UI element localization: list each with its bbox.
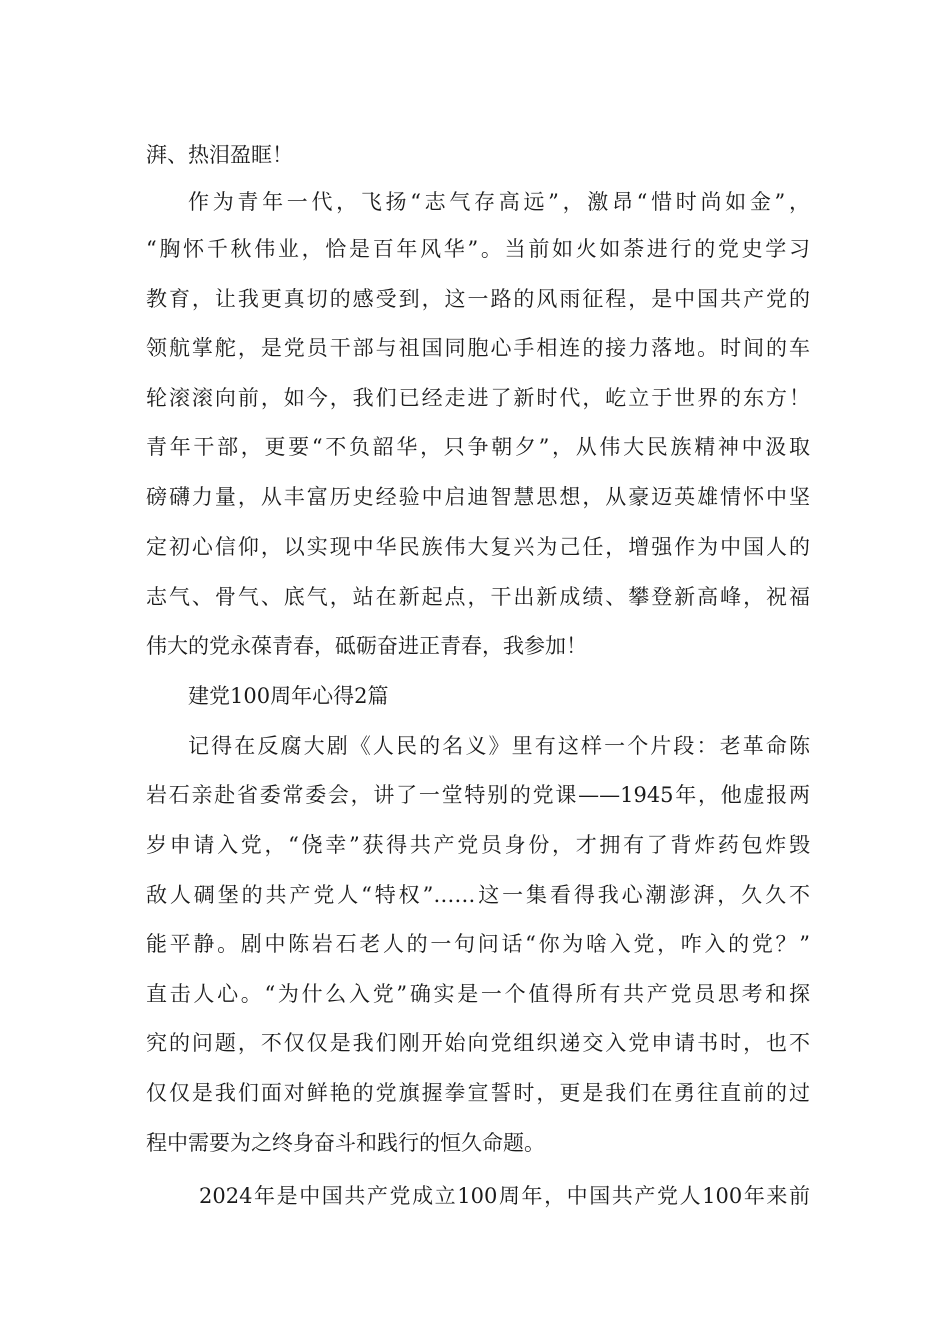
text-line: 仅仅是我们面对鲜艳的党旗握拳宣誓时，更是我们在勇往直前的过 [146,1081,810,1105]
text-line: 志气、骨气、底气，站在新起点，干出新成绩、攀登新高峰，祝福 [146,585,810,609]
text-line: 敌人碉堡的共产党人“特权”……这一集看得我心潮澎湃，久久不 [146,883,810,907]
text-line: 伟大的党永葆青春，砥砺奋进正青春，我参加！ [146,634,587,658]
text-line: 磅礴力量，从丰富历史经验中启迪智慧思想，从豪迈英雄情怀中坚 [146,485,810,509]
text-line: 领航掌舵，是党员干部与祖国同胞心手相连的接力落地。时间的车 [146,336,810,360]
text-line: 直击人心。“为什么入党”确实是一个值得所有共产党员思考和探 [146,982,810,1006]
text-line: 岩石亲赴省委常委会，讲了一堂特别的党课——1945年，他虚报两 [146,783,810,807]
text-line: 湃、热泪盈眶！ [146,143,293,167]
text-line: 能平静。剧中陈岩石老人的一句问话“你为啥入党，咋入的党？” [146,932,810,956]
text-line: 定初心信仰，以实现中华民族伟大复兴为己任，增强作为中国人的 [146,535,810,559]
text-line: 究的问题，不仅仅是我们刚开始向党组织递交入党申请书时，也不 [146,1031,810,1055]
text-line: 2024年是中国共产党成立100周年，中国共产党人100年来前 [199,1184,810,1208]
text-line: 岁申请入党，“侥幸”获得共产党员身份，才拥有了背炸药包炸毁 [146,833,810,857]
text-line: 教育，让我更真切的感受到，这一路的风雨征程，是中国共产党的 [146,287,810,311]
text-line: 轮滚滚向前，如今，我们已经走进了新时代，屹立于世界的东方！ [146,386,810,410]
text-line: 青年干部，更要“不负韶华，只争朝夕”，从伟大民族精神中汲取 [146,435,810,459]
text-line: “胸怀千秋伟业，恰是百年风华”。当前如火如荼进行的党史学习 [146,237,810,261]
text-line: 记得在反腐大剧《人民的名义》里有这样一个片段：老革命陈 [188,734,810,758]
section-heading: 建党100周年心得2篇 [188,684,389,708]
text-line: 作为青年一代，飞扬“志气存高远”，激昂“惜时尚如金”， [188,190,810,214]
text-line: 程中需要为之终身奋斗和践行的恒久命题。 [146,1131,545,1155]
